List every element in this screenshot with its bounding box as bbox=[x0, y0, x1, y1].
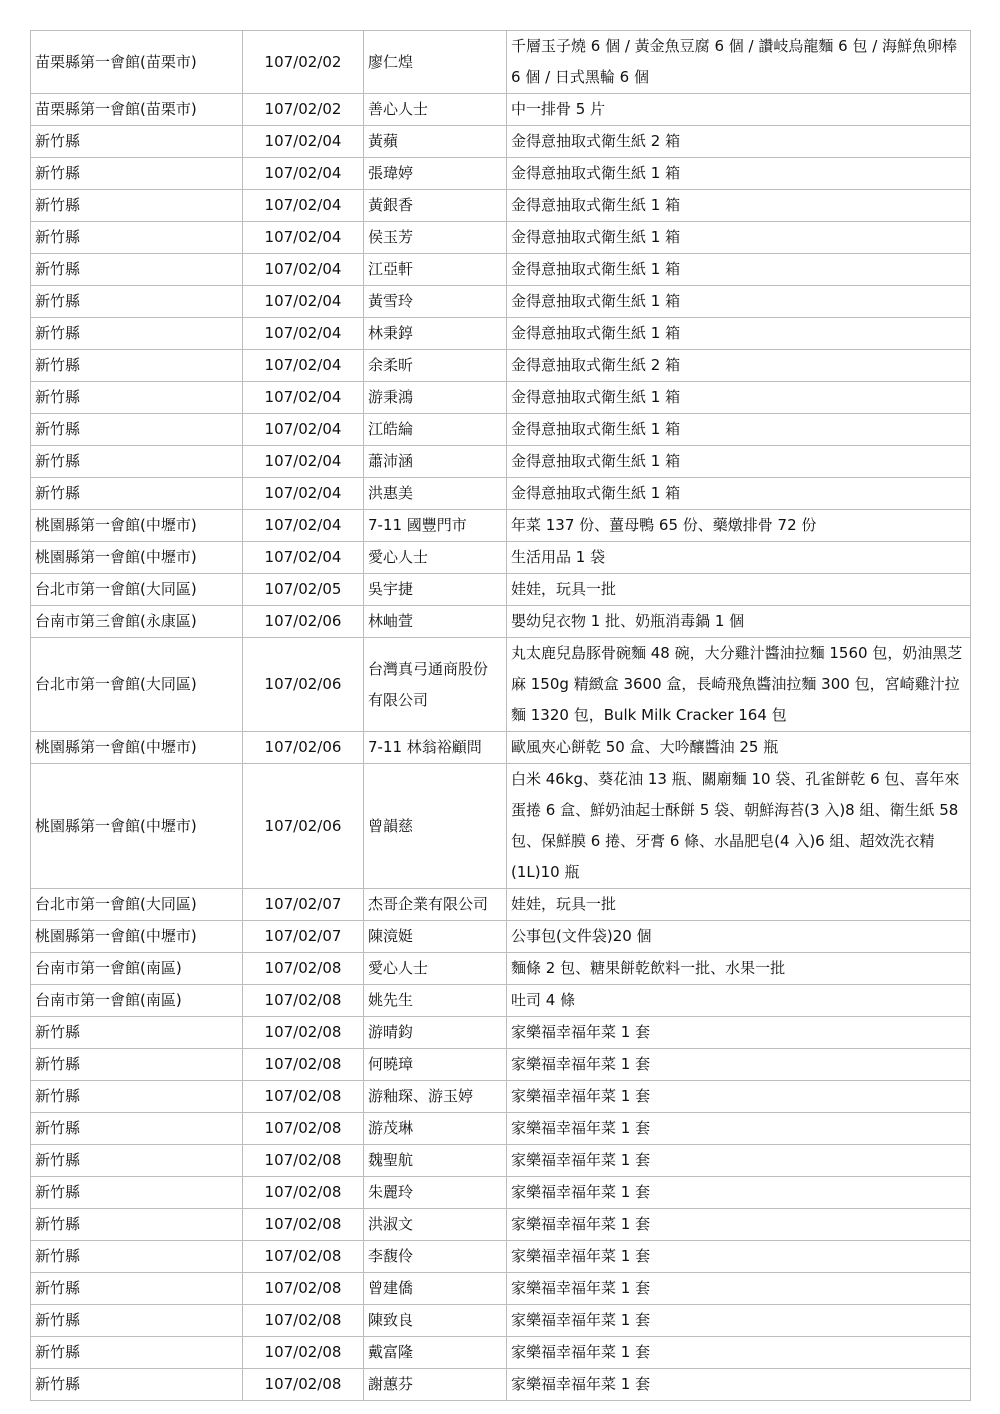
date-cell: 107/02/04 bbox=[243, 382, 364, 414]
date-cell: 107/02/04 bbox=[243, 510, 364, 542]
donor-cell: 愛心人士 bbox=[364, 542, 507, 574]
items-cell: 家樂福幸福年菜 1 套 bbox=[507, 1049, 971, 1081]
branch-cell: 新竹縣 bbox=[31, 1017, 243, 1049]
table-row bbox=[31, 190, 971, 222]
table-row bbox=[31, 286, 971, 318]
table-row bbox=[31, 1209, 971, 1241]
date-cell: 107/02/08 bbox=[243, 1049, 364, 1081]
donor-cell: 張瑋婷 bbox=[364, 158, 507, 190]
donor-cell: 朱麗玲 bbox=[364, 1177, 507, 1209]
donation-table-body bbox=[31, 31, 971, 1401]
donor-cell: 謝蕙芬 bbox=[364, 1369, 507, 1401]
date-cell: 107/02/08 bbox=[243, 953, 364, 985]
donor-cell: 廖仁煌 bbox=[364, 31, 507, 94]
table-row bbox=[31, 126, 971, 158]
donor-cell: 蕭沛涵 bbox=[364, 446, 507, 478]
date-cell: 107/02/04 bbox=[243, 190, 364, 222]
table-row bbox=[31, 254, 971, 286]
items-cell: 金得意抽取式衛生紙 1 箱 bbox=[507, 382, 971, 414]
donor-cell: 游茂琳 bbox=[364, 1113, 507, 1145]
donor-cell: 吳宇捷 bbox=[364, 574, 507, 606]
date-cell: 107/02/04 bbox=[243, 446, 364, 478]
branch-cell: 桃園縣第一會館(中壢市) bbox=[31, 542, 243, 574]
table-row bbox=[31, 1177, 971, 1209]
branch-cell: 桃園縣第一會館(中壢市) bbox=[31, 764, 243, 889]
items-cell: 金得意抽取式衛生紙 2 箱 bbox=[507, 350, 971, 382]
table-row bbox=[31, 1305, 971, 1337]
date-cell: 107/02/04 bbox=[243, 126, 364, 158]
donor-cell: 何曉璋 bbox=[364, 1049, 507, 1081]
branch-cell: 新竹縣 bbox=[31, 254, 243, 286]
branch-cell: 台南市第三會館(永康區) bbox=[31, 606, 243, 638]
table-row bbox=[31, 1273, 971, 1305]
branch-cell: 新竹縣 bbox=[31, 1209, 243, 1241]
table-row bbox=[31, 414, 971, 446]
branch-cell: 新竹縣 bbox=[31, 1241, 243, 1273]
donor-cell: 魏聖航 bbox=[364, 1145, 507, 1177]
donor-cell: 林秉錞 bbox=[364, 318, 507, 350]
date-cell: 107/02/08 bbox=[243, 1369, 364, 1401]
table-row bbox=[31, 382, 971, 414]
branch-cell: 桃園縣第一會館(中壢市) bbox=[31, 510, 243, 542]
donor-cell: 洪惠美 bbox=[364, 478, 507, 510]
donor-cell: 黃銀香 bbox=[364, 190, 507, 222]
branch-cell: 新竹縣 bbox=[31, 190, 243, 222]
items-cell: 家樂福幸福年菜 1 套 bbox=[507, 1305, 971, 1337]
donor-cell: 黃蘋 bbox=[364, 126, 507, 158]
branch-cell: 台北市第一會館(大同區) bbox=[31, 574, 243, 606]
date-cell: 107/02/08 bbox=[243, 1305, 364, 1337]
donor-cell: 侯玉芳 bbox=[364, 222, 507, 254]
branch-cell: 新竹縣 bbox=[31, 286, 243, 318]
table-row bbox=[31, 542, 971, 574]
items-cell: 公事包(文件袋)20 個 bbox=[507, 921, 971, 953]
items-cell: 金得意抽取式衛生紙 1 箱 bbox=[507, 158, 971, 190]
donor-cell: 台灣真弓通商股份有限公司 bbox=[364, 638, 507, 732]
table-row bbox=[31, 732, 971, 764]
branch-cell: 台南市第一會館(南區) bbox=[31, 985, 243, 1017]
table-row bbox=[31, 158, 971, 190]
branch-cell: 新竹縣 bbox=[31, 1145, 243, 1177]
branch-cell: 苗栗縣第一會館(苗栗市) bbox=[31, 94, 243, 126]
donor-cell: 游秉鴻 bbox=[364, 382, 507, 414]
donor-cell: 姚先生 bbox=[364, 985, 507, 1017]
branch-cell: 新竹縣 bbox=[31, 1305, 243, 1337]
table-row bbox=[31, 889, 971, 921]
donor-cell: 余柔昕 bbox=[364, 350, 507, 382]
table-row bbox=[31, 1369, 971, 1401]
donor-cell: 江皓綸 bbox=[364, 414, 507, 446]
items-cell: 家樂福幸福年菜 1 套 bbox=[507, 1177, 971, 1209]
branch-cell: 新竹縣 bbox=[31, 1113, 243, 1145]
branch-cell: 新竹縣 bbox=[31, 1049, 243, 1081]
items-cell: 家樂福幸福年菜 1 套 bbox=[507, 1113, 971, 1145]
items-cell: 歐風夾心餅乾 50 盒、大吟釀醬油 25 瓶 bbox=[507, 732, 971, 764]
date-cell: 107/02/08 bbox=[243, 1145, 364, 1177]
items-cell: 金得意抽取式衛生紙 1 箱 bbox=[507, 446, 971, 478]
items-cell: 金得意抽取式衛生紙 1 箱 bbox=[507, 286, 971, 318]
donor-cell: 李馥伶 bbox=[364, 1241, 507, 1273]
items-cell: 家樂福幸福年菜 1 套 bbox=[507, 1145, 971, 1177]
table-row bbox=[31, 1017, 971, 1049]
table-row bbox=[31, 1081, 971, 1113]
table-row bbox=[31, 222, 971, 254]
donation-table bbox=[30, 30, 971, 1401]
donor-cell: 曾韻慈 bbox=[364, 764, 507, 889]
items-cell: 丸太鹿兒島豚骨碗麵 48 碗，大分雞汁醬油拉麵 1560 包，奶油黑芝麻 150g 精緻盒 3600 盒，長崎飛魚醬油拉麵 300 包，宮崎雞汁拉麵 1320 包，Bulk Milk Cracker 164 包 bbox=[507, 638, 971, 732]
items-cell: 金得意抽取式衛生紙 1 箱 bbox=[507, 222, 971, 254]
table-row bbox=[31, 31, 971, 94]
donor-cell: 曾建僑 bbox=[364, 1273, 507, 1305]
date-cell: 107/02/08 bbox=[243, 1017, 364, 1049]
donor-cell: 杰哥企業有限公司 bbox=[364, 889, 507, 921]
donor-cell: 陳滰娗 bbox=[364, 921, 507, 953]
items-cell: 家樂福幸福年菜 1 套 bbox=[507, 1081, 971, 1113]
branch-cell: 台北市第一會館(大同區) bbox=[31, 638, 243, 732]
table-row bbox=[31, 510, 971, 542]
items-cell: 金得意抽取式衛生紙 1 箱 bbox=[507, 318, 971, 350]
date-cell: 107/02/08 bbox=[243, 1241, 364, 1273]
donor-cell: 戴富隆 bbox=[364, 1337, 507, 1369]
branch-cell: 桃園縣第一會館(中壢市) bbox=[31, 921, 243, 953]
date-cell: 107/02/02 bbox=[243, 31, 364, 94]
branch-cell: 新竹縣 bbox=[31, 1337, 243, 1369]
donor-cell: 江亞軒 bbox=[364, 254, 507, 286]
date-cell: 107/02/04 bbox=[243, 414, 364, 446]
items-cell: 白米 46kg、葵花油 13 瓶、關廟麵 10 袋、孔雀餅乾 6 包、喜年來蛋捲 6 盒、鮮奶油起士酥餅 5 袋、朝鮮海苔(3 入)8 組、衛生紙 58 包、保鮮膜 6 捲、牙膏 6 條、水晶肥皂(4 入)6 組、超效洗衣精(1L)10 瓶 bbox=[507, 764, 971, 889]
items-cell: 金得意抽取式衛生紙 1 箱 bbox=[507, 190, 971, 222]
date-cell: 107/02/07 bbox=[243, 921, 364, 953]
date-cell: 107/02/04 bbox=[243, 222, 364, 254]
table-row bbox=[31, 606, 971, 638]
items-cell: 年菜 137 份、薑母鴨 65 份、藥燉排骨 72 份 bbox=[507, 510, 971, 542]
items-cell: 金得意抽取式衛生紙 1 箱 bbox=[507, 478, 971, 510]
items-cell: 娃娃，玩具一批 bbox=[507, 889, 971, 921]
donor-cell: 游晴鈞 bbox=[364, 1017, 507, 1049]
date-cell: 107/02/04 bbox=[243, 318, 364, 350]
table-row bbox=[31, 318, 971, 350]
table-row bbox=[31, 638, 971, 732]
donor-cell: 黃雪玲 bbox=[364, 286, 507, 318]
branch-cell: 桃園縣第一會館(中壢市) bbox=[31, 732, 243, 764]
date-cell: 107/02/04 bbox=[243, 350, 364, 382]
items-cell: 麵條 2 包、糖果餅乾飲料一批、水果一批 bbox=[507, 953, 971, 985]
table-row bbox=[31, 350, 971, 382]
items-cell: 生活用品 1 袋 bbox=[507, 542, 971, 574]
date-cell: 107/02/04 bbox=[243, 254, 364, 286]
donor-cell: 林岫萱 bbox=[364, 606, 507, 638]
table-row bbox=[31, 764, 971, 889]
items-cell: 家樂福幸福年菜 1 套 bbox=[507, 1209, 971, 1241]
branch-cell: 台南市第一會館(南區) bbox=[31, 953, 243, 985]
items-cell: 吐司 4 條 bbox=[507, 985, 971, 1017]
date-cell: 107/02/04 bbox=[243, 158, 364, 190]
branch-cell: 新竹縣 bbox=[31, 350, 243, 382]
table-row bbox=[31, 985, 971, 1017]
branch-cell: 新竹縣 bbox=[31, 414, 243, 446]
branch-cell: 新竹縣 bbox=[31, 1273, 243, 1305]
date-cell: 107/02/08 bbox=[243, 1209, 364, 1241]
date-cell: 107/02/02 bbox=[243, 94, 364, 126]
donor-cell: 善心人士 bbox=[364, 94, 507, 126]
table-row bbox=[31, 94, 971, 126]
items-cell: 家樂福幸福年菜 1 套 bbox=[507, 1337, 971, 1369]
branch-cell: 新竹縣 bbox=[31, 222, 243, 254]
date-cell: 107/02/08 bbox=[243, 1337, 364, 1369]
table-row bbox=[31, 921, 971, 953]
donor-cell: 7-11 國豐門市 bbox=[364, 510, 507, 542]
items-cell: 家樂福幸福年菜 1 套 bbox=[507, 1369, 971, 1401]
branch-cell: 新竹縣 bbox=[31, 382, 243, 414]
items-cell: 家樂福幸福年菜 1 套 bbox=[507, 1241, 971, 1273]
date-cell: 107/02/08 bbox=[243, 1177, 364, 1209]
donor-cell: 愛心人士 bbox=[364, 953, 507, 985]
donor-cell: 游釉琛、游玉婷 bbox=[364, 1081, 507, 1113]
table-row bbox=[31, 478, 971, 510]
items-cell: 中一排骨 5 片 bbox=[507, 94, 971, 126]
date-cell: 107/02/04 bbox=[243, 478, 364, 510]
date-cell: 107/02/07 bbox=[243, 889, 364, 921]
date-cell: 107/02/08 bbox=[243, 985, 364, 1017]
branch-cell: 新竹縣 bbox=[31, 1369, 243, 1401]
items-cell: 娃娃，玩具一批 bbox=[507, 574, 971, 606]
branch-cell: 新竹縣 bbox=[31, 158, 243, 190]
table-row bbox=[31, 1337, 971, 1369]
date-cell: 107/02/05 bbox=[243, 574, 364, 606]
table-row bbox=[31, 1113, 971, 1145]
branch-cell: 新竹縣 bbox=[31, 478, 243, 510]
items-cell: 嬰幼兒衣物 1 批、奶瓶消毒鍋 1 個 bbox=[507, 606, 971, 638]
date-cell: 107/02/06 bbox=[243, 606, 364, 638]
branch-cell: 新竹縣 bbox=[31, 1081, 243, 1113]
date-cell: 107/02/08 bbox=[243, 1113, 364, 1145]
donor-cell: 陳致良 bbox=[364, 1305, 507, 1337]
table-row bbox=[31, 1145, 971, 1177]
date-cell: 107/02/06 bbox=[243, 638, 364, 732]
table-row bbox=[31, 1049, 971, 1081]
items-cell: 家樂福幸福年菜 1 套 bbox=[507, 1273, 971, 1305]
branch-cell: 苗栗縣第一會館(苗栗市) bbox=[31, 31, 243, 94]
items-cell: 千層玉子燒 6 個 / 黃金魚豆腐 6 個 / 讚岐烏龍麵 6 包 / 海鮮魚卵棒 6 個 / 日式黑輪 6 個 bbox=[507, 31, 971, 94]
table-row bbox=[31, 953, 971, 985]
date-cell: 107/02/04 bbox=[243, 542, 364, 574]
date-cell: 107/02/06 bbox=[243, 732, 364, 764]
date-cell: 107/02/08 bbox=[243, 1081, 364, 1113]
document-page bbox=[30, 30, 970, 1401]
branch-cell: 新竹縣 bbox=[31, 1177, 243, 1209]
date-cell: 107/02/08 bbox=[243, 1273, 364, 1305]
table-row bbox=[31, 1241, 971, 1273]
table-row bbox=[31, 446, 971, 478]
items-cell: 金得意抽取式衛生紙 1 箱 bbox=[507, 414, 971, 446]
branch-cell: 新竹縣 bbox=[31, 318, 243, 350]
items-cell: 金得意抽取式衛生紙 2 箱 bbox=[507, 126, 971, 158]
items-cell: 金得意抽取式衛生紙 1 箱 bbox=[507, 254, 971, 286]
donor-cell: 7-11 林翁裕顧問 bbox=[364, 732, 507, 764]
table-row bbox=[31, 574, 971, 606]
date-cell: 107/02/04 bbox=[243, 286, 364, 318]
branch-cell: 台北市第一會館(大同區) bbox=[31, 889, 243, 921]
branch-cell: 新竹縣 bbox=[31, 126, 243, 158]
branch-cell: 新竹縣 bbox=[31, 446, 243, 478]
date-cell: 107/02/06 bbox=[243, 764, 364, 889]
donor-cell: 洪淑文 bbox=[364, 1209, 507, 1241]
items-cell: 家樂福幸福年菜 1 套 bbox=[507, 1017, 971, 1049]
